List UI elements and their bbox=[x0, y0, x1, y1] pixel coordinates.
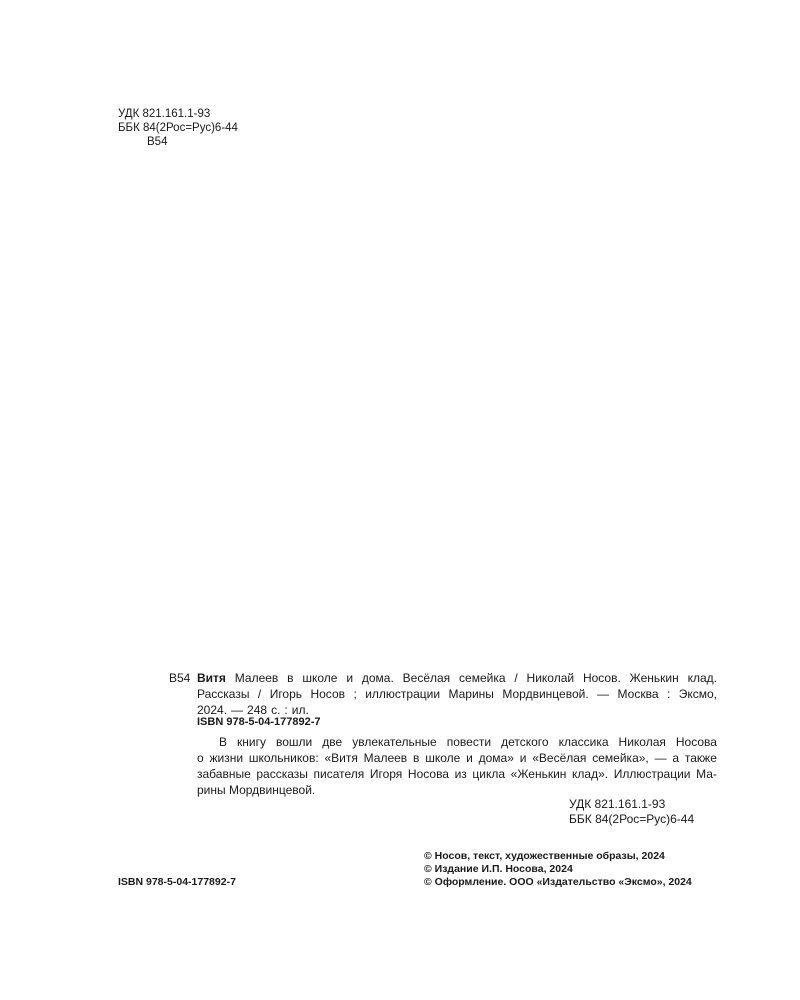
annotation-word: «Женькин bbox=[510, 767, 567, 781]
catalog-word: в bbox=[287, 671, 294, 685]
catalog-word: Мордвинцевой. bbox=[502, 687, 589, 701]
top-bbk-code: ББК 84(2Рос=Рус)6-44 bbox=[118, 122, 238, 134]
annotation-word: Иллюстрации bbox=[613, 767, 691, 781]
annotation-word: увлекательные bbox=[352, 735, 437, 749]
catalog-word: с. bbox=[271, 703, 281, 717]
top-udk-code: УДК 821.161.1-93 bbox=[118, 108, 211, 120]
catalog-word: Весёлая bbox=[402, 671, 451, 685]
annotation-word: жизни bbox=[209, 751, 244, 765]
catalog-title-bold: Витя bbox=[197, 671, 226, 685]
catalog-word: ; bbox=[353, 687, 357, 701]
catalog-word: 2024. bbox=[197, 703, 228, 717]
catalog-word: и bbox=[346, 671, 354, 685]
catalog-word: — bbox=[231, 703, 244, 717]
catalog-word: Москва bbox=[617, 687, 659, 701]
catalog-line-2 bbox=[197, 686, 717, 702]
annotation-word: «Весёлая bbox=[532, 751, 587, 765]
catalog-word: Марины bbox=[448, 687, 494, 701]
catalog-isbn: ISBN 978-5-04-177892-7 bbox=[197, 716, 321, 728]
annotation-word: также bbox=[684, 751, 717, 765]
annotation-word: детского bbox=[501, 735, 549, 749]
annotation-word: рассказы bbox=[256, 767, 308, 781]
annotation-word: Носова bbox=[675, 735, 717, 749]
bottom-udk-code: УДК 821.161.1-93 bbox=[569, 797, 666, 811]
annotation-word: В bbox=[219, 735, 228, 749]
catalog-word: дома. bbox=[361, 671, 394, 685]
annotation-word: цикла bbox=[472, 767, 506, 781]
catalog-word: 248 bbox=[247, 703, 268, 717]
catalog-word: : bbox=[666, 687, 671, 701]
catalog-entry bbox=[197, 670, 717, 718]
annotation-line-3 bbox=[197, 766, 717, 782]
catalog-word: Игорь bbox=[269, 687, 303, 701]
annotation-word: Ма- bbox=[696, 767, 717, 781]
copyright-line-1: © Носов, текст, художественные образы, 2024 bbox=[424, 850, 665, 862]
annotation-word: писателя bbox=[313, 767, 365, 781]
annotation-word: семейка», bbox=[592, 751, 649, 765]
annotation-word: Игоря bbox=[369, 767, 403, 781]
catalog-word: клад. bbox=[687, 671, 717, 685]
annotation-word: а bbox=[672, 751, 680, 765]
catalog-word: Женькин bbox=[629, 671, 679, 685]
top-author-code: В54 bbox=[147, 136, 168, 148]
annotation-line-2 bbox=[197, 750, 717, 766]
annotation bbox=[197, 734, 717, 798]
annotation-word: классика bbox=[558, 735, 609, 749]
copyright-line-3: © Оформление. ООО «Издательство «Эксмо», 2024 bbox=[424, 876, 692, 888]
annotation-word: книгу bbox=[237, 735, 266, 749]
catalog-word: Николай bbox=[526, 671, 575, 685]
annotation-word: — bbox=[654, 751, 667, 765]
annotation-word: о bbox=[197, 751, 204, 765]
catalog-word: иллюстрации bbox=[365, 687, 441, 701]
annotation-word: школе bbox=[425, 751, 461, 765]
copyright-line-2: © Издание И.П. Носова, 2024 bbox=[424, 863, 573, 875]
annotation-word: «Витя bbox=[324, 751, 358, 765]
catalog-word: ил. bbox=[291, 703, 309, 717]
annotation-word: две bbox=[322, 735, 343, 749]
annotation-word: забавные bbox=[197, 767, 251, 781]
annotation-word: и bbox=[466, 751, 473, 765]
annotation-word: вошли bbox=[276, 735, 313, 749]
catalog-word: / bbox=[257, 687, 262, 701]
annotation-word: дома» bbox=[478, 751, 514, 765]
annotation-word: Малеев bbox=[363, 751, 408, 765]
annotation-word: и bbox=[519, 751, 527, 765]
annotation-word: из bbox=[454, 767, 467, 781]
annotation-word: повести bbox=[446, 735, 492, 749]
bottom-bbk-code: ББК 84(2Рос=Рус)6-44 bbox=[569, 812, 695, 826]
annotation-word: Николая bbox=[618, 735, 666, 749]
catalog-word: — bbox=[597, 687, 610, 701]
catalog-word: : bbox=[284, 703, 288, 717]
catalog-word: Носов. bbox=[582, 671, 621, 685]
catalog-word: Рассказы bbox=[197, 687, 250, 701]
catalog-word: Эксмо, bbox=[678, 687, 717, 701]
annotation-line-4-text: рины Мордвинцевой. bbox=[197, 783, 316, 797]
annotation-word: школьников: bbox=[248, 751, 319, 765]
annotation-word: в bbox=[413, 751, 420, 765]
annotation-word: Носова bbox=[407, 767, 449, 781]
catalog-word: школе bbox=[302, 671, 338, 685]
catalog-word: Малеев bbox=[234, 671, 279, 685]
catalog-author-code: В54 bbox=[169, 671, 191, 685]
bottom-isbn: ISBN 978-5-04-177892-7 bbox=[118, 876, 236, 888]
catalog-word: семейка bbox=[459, 671, 506, 685]
catalog-word: Носов bbox=[310, 687, 345, 701]
annotation-word: клад». bbox=[572, 767, 609, 781]
catalog-word: / bbox=[514, 671, 518, 685]
annotation-line-1 bbox=[197, 734, 717, 750]
catalog-line-1 bbox=[197, 670, 717, 686]
